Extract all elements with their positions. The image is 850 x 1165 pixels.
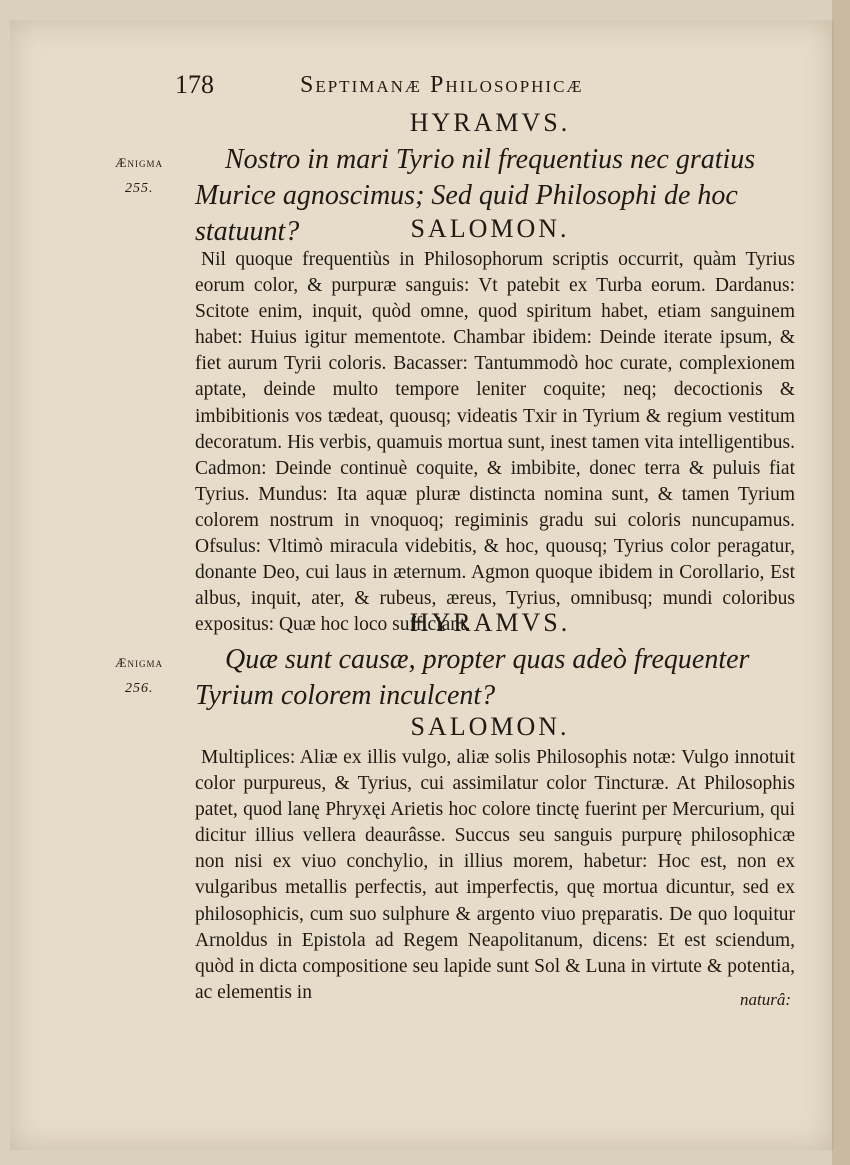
page-header bbox=[175, 62, 795, 102]
page-number: 178 bbox=[175, 70, 214, 99]
speaker-salomon-2: SALOMON. bbox=[410, 712, 570, 741]
speaker-hyramus-2: HYRAMVS. bbox=[409, 608, 571, 637]
running-title: Septimanæ Philosophicæ bbox=[300, 72, 584, 98]
margin-note-255 bbox=[115, 155, 190, 197]
catchword: naturâ: bbox=[740, 990, 791, 1009]
answer-256: Multiplices: Aliæ ex illis vulgo, aliæ solis Philosophis notæ: Vulgo innotuit color purpureus, & Tyrius, cui assimilatur color Tincturæ. At Philosophis patet, quod lanę Phryxęi Arietis hoc colore tinctę fuerint per Mercurium, qui dicitur illius vellera deaurâsse. Succus seu sanguis purpurę philosophicæ non nisi ex viuo conchylio, in illius morem, habetur: Hoc est, non ex vulgaribus metallis perfectis, aut imperfectis, quę mortua dicuntur, sed ex philosophicis, cum suo sulphure & argento viuo pręparatis. De quo loquitur Arnoldus in Epistola ad Regem Neapolitanum, dicens: Et est sciendum, quòd in dicta compositione seu lapide sunt Sol & Luna in virtute & potentia, ac elementis in bbox=[195, 747, 795, 1003]
binding-spine bbox=[832, 0, 850, 1165]
speaker-hyramus-1: HYRAMVS. bbox=[409, 108, 571, 137]
answer-255: Nil quoque frequentiùs in Philosophorum scriptis occurrit, quàm Tyrius eorum color, & purpuræ sanguis: Vt patebit ex Turba eorum. Dardanus: Scitote enim, inquit, quòd omne, quod spiritum habet, etiam sanguinem habet: Huius igitur mementote. Chambar ibidem: Deinde iterate ipsum, & fiet aurum Tyrii coloris. Bacasser: Tantummodò hoc curate, complexionem aptate, deinde multo tempore leniter coquite; neq; decoctionis & imbibitionis vos tædeat, quousq; videatis Txir in Tyrium & regium vestitum decoratum. His verbis, quamuis mortua sunt, inest tamen vita intelligentibus. Cadmon: Deinde continuè coquite, & imbibite, donec terra & puluis fiat Tyrius. Mundus: Ita aquæ pluræ distincta nomina sunt, & tamen Tyrium colorem nostrum in vnoquoq; regiminis gradu sui coloris nuncupamus. Ofsulus: Vltimò miracula videbitis, & hoc, quousq; Tyrius color peragatur, donante Deo, cui laus in æternum. Agmon quoque ibidem in Corollario, Est albus, inquit, ater, & rubeus, æreus, Tyrius, omnibusq; mundi coloribus expositus: Quæ hoc loco sufficiant. bbox=[195, 249, 795, 636]
margin-note-256 bbox=[115, 655, 190, 697]
question-256: Quæ sunt causæ, propter quas adeò frequenter Tyrium colorem inculcent? bbox=[195, 644, 750, 711]
question-255: Nostro in mari Tyrio nil frequentius nec gratius Murice agnoscimus; Sed quid Philosophi de hoc statuunt? bbox=[195, 144, 756, 247]
margin-label: Ænigma bbox=[115, 655, 164, 670]
margin-label: Ænigma bbox=[115, 155, 164, 170]
speaker-salomon-1: SALOMON. bbox=[410, 214, 570, 243]
margin-number: 256. bbox=[125, 681, 154, 696]
margin-number: 255. bbox=[125, 181, 154, 196]
